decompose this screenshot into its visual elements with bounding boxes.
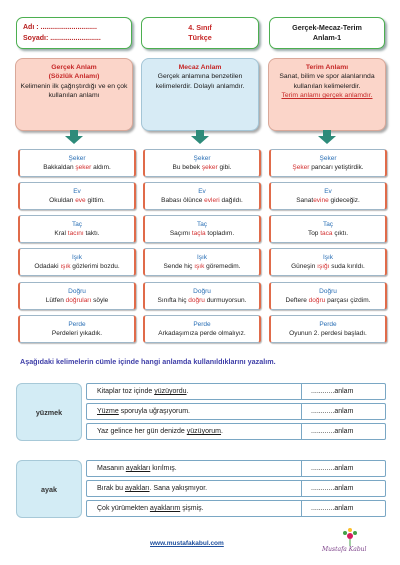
example-sentence: Arkadaşımıza perde olmalıyız.	[158, 330, 246, 337]
answer-blank[interactable]: ............anlam	[311, 388, 354, 395]
target-word: ayakları	[125, 485, 150, 492]
column-divider	[301, 424, 302, 439]
example-sentence: Perdeleri yıkadık.	[51, 330, 103, 337]
example-card	[143, 248, 261, 276]
category-subtitle: (Sözlük Anlamı)	[48, 73, 100, 81]
category-description: Sanat, bilim ve spor alanlarında kullanılan kelimelerdir.	[279, 73, 375, 90]
example-card	[18, 248, 136, 276]
highlighted-word: Şeker	[292, 164, 310, 171]
category-title: Gerçek Anlam	[51, 64, 97, 71]
keyword-label: Ev	[198, 188, 206, 195]
keyword-label: Işık	[71, 254, 83, 261]
column-divider	[301, 501, 302, 516]
category-note: Terim anlamı gerçek anlamdır.	[281, 92, 373, 100]
keyword-label: Doğru	[319, 288, 337, 295]
highlighted-word: ışığı	[317, 263, 330, 270]
keyword-label: Şeker	[68, 155, 86, 162]
column-divider	[301, 404, 302, 419]
exercise-sentence-row	[86, 460, 386, 477]
highlighted-word: taca	[320, 230, 333, 237]
highlighted-word: taçla	[191, 230, 206, 237]
example-card	[143, 149, 261, 177]
topic-title: Gerçek-Mecaz-Terim	[292, 23, 362, 32]
keyword-label: Işık	[322, 254, 334, 261]
exercise-sentence-row	[86, 480, 386, 497]
highlighted-word: doğru	[188, 297, 205, 304]
exercise-sentence-row	[86, 403, 386, 420]
subject-label: Türkçe	[188, 33, 212, 42]
keyword-label: Perde	[319, 321, 337, 328]
target-word: yüzüyorum	[186, 428, 222, 435]
example-sentence: Top taca çıktı.	[307, 230, 349, 237]
keyword-label: Doğru	[193, 288, 211, 295]
example-sentence: Babası ölünce evleri dağıldı.	[161, 197, 243, 204]
keyword-label: Taç	[322, 221, 334, 228]
example-card	[143, 282, 261, 310]
category-description: Kelimenin ilk çağrıştırdığı ve en çok kullanılan anlamı	[20, 82, 128, 100]
example-card	[18, 282, 136, 310]
highlighted-word: tacını	[67, 230, 84, 237]
example-sentence: Sende hiç ışık göremedim.	[163, 263, 241, 270]
arrow-down-icon	[318, 130, 336, 144]
column-divider	[301, 481, 302, 496]
instruction-text: Aşağıdaki kelimelerin cümle içinde hangi anlamda kullanıldıklarını yazalım.	[20, 357, 276, 366]
keyword-label: Taç	[71, 221, 83, 228]
target-word: ayakları	[125, 465, 151, 472]
keyword-label: Ev	[73, 188, 81, 195]
example-card	[143, 215, 261, 243]
arrow-down-icon	[65, 130, 83, 144]
highlighted-word: doğru	[308, 297, 326, 304]
category-description: Gerçek anlamına benzetilen kelimelerdir. Dolaylı anlamdır.	[155, 73, 245, 90]
surname-field[interactable]: Soyadı: ..........................	[23, 35, 101, 42]
example-card	[143, 182, 261, 210]
highlighted-word: ışık	[60, 263, 71, 270]
category-title: Terim Anlamı	[305, 64, 349, 71]
answer-blank[interactable]: ............anlam	[311, 408, 354, 415]
example-card	[269, 182, 387, 210]
website-link[interactable]: www.mustafakabul.com	[150, 540, 224, 547]
grade-subject-box	[141, 17, 259, 49]
exercise-sentence: Masanın ayakları kırılmış.	[97, 465, 177, 472]
keyword-label: Ev	[324, 188, 332, 195]
highlighted-word: şeker	[201, 164, 218, 171]
example-sentence: Sınıfta hiç doğru durmuyorsun.	[157, 297, 247, 304]
example-sentence: Şeker pancarı yetiştirdik.	[292, 164, 364, 171]
exercise-sentence: Bırak bu ayakları. Sana yakışmıyor.	[97, 485, 208, 492]
logo-signature: Mustafa Kabul	[322, 546, 367, 553]
example-sentence: Okuldan eve gittim.	[49, 197, 105, 204]
example-sentence: Lütfen doğruları söyle	[45, 297, 109, 304]
exercise-sentence: Yaz gelince her gün denizde yüzüyorum.	[97, 428, 223, 435]
keyword-label: Taç	[196, 221, 208, 228]
answer-blank[interactable]: ............anlam	[311, 428, 354, 435]
keyword-label: Perde	[68, 321, 86, 328]
example-sentence: Kral tacını taktı.	[54, 230, 100, 237]
highlighted-word: evleri	[204, 197, 220, 204]
category-title: Mecaz Anlam	[178, 64, 222, 71]
answer-blank[interactable]: ............anlam	[311, 465, 354, 472]
highlighted-word: evine	[313, 197, 329, 204]
example-sentence: Deftere doğru parçası çizdim.	[285, 297, 371, 304]
exercise-sentence: Kitaplar toz içinde yüzüyordu.	[97, 388, 189, 395]
exercise-word-label: yüzmek	[16, 383, 82, 441]
example-card	[269, 149, 387, 177]
example-sentence: Bakkaldan şeker aldım.	[43, 164, 111, 171]
highlighted-word: eve	[75, 197, 86, 204]
exercise-sentence-row	[86, 383, 386, 400]
exercise-sentence: Yüzme sporuyla uğraşıyorum.	[97, 408, 190, 415]
keyword-label: Işık	[196, 254, 208, 261]
example-sentence: Güneşin ışığı suda kırıldı.	[291, 263, 365, 270]
category-literal	[15, 58, 133, 131]
exercise-sentence-row	[86, 423, 386, 440]
example-card	[269, 282, 387, 310]
highlighted-word: doğruları	[65, 297, 92, 304]
example-sentence: Odadaki ışık gözlerimi bozdu.	[34, 263, 120, 270]
example-card	[269, 315, 387, 343]
example-card	[18, 182, 136, 210]
example-sentence: Bu bebek şeker gibi.	[172, 164, 232, 171]
exercise-sentence: Çok yürümekten ayaklarım şişmiş.	[97, 505, 204, 512]
target-word: yüzüyordu	[154, 388, 187, 395]
target-word: Yüzme	[97, 408, 119, 415]
example-card	[143, 315, 261, 343]
example-sentence: Sanatevine gideceğiz.	[296, 197, 360, 204]
example-card	[18, 215, 136, 243]
example-sentence: Oyunun 2. perdesi başladı.	[289, 330, 367, 337]
topic-box	[269, 17, 385, 49]
example-card	[18, 315, 136, 343]
topic-subtitle: Anlam-1	[312, 33, 342, 42]
arrow-down-icon	[191, 130, 209, 144]
column-divider	[301, 384, 302, 399]
keyword-label: Şeker	[193, 155, 211, 162]
example-sentence: Saçımı taçla topladım.	[169, 230, 235, 237]
exercise-sentence-row	[86, 500, 386, 517]
exercise-word-label: ayak	[16, 460, 82, 518]
keyword-label: Perde	[193, 321, 211, 328]
highlighted-word: ışık	[194, 263, 205, 270]
column-divider	[301, 461, 302, 476]
grade-label: 4. Sınıf	[188, 23, 212, 32]
answer-blank[interactable]: ............anlam	[311, 485, 354, 492]
keyword-label: Şeker	[319, 155, 337, 162]
name-field[interactable]: Adı : .............................	[23, 24, 97, 31]
student-info-box	[16, 17, 132, 49]
example-card	[269, 248, 387, 276]
answer-blank[interactable]: ............anlam	[311, 505, 354, 512]
example-card	[269, 215, 387, 243]
target-word: ayaklarım	[149, 505, 181, 512]
category-figurative	[141, 58, 259, 131]
example-card	[18, 149, 136, 177]
keyword-label: Doğru	[68, 288, 86, 295]
highlighted-word: şeker	[75, 164, 92, 171]
category-term	[268, 58, 386, 131]
